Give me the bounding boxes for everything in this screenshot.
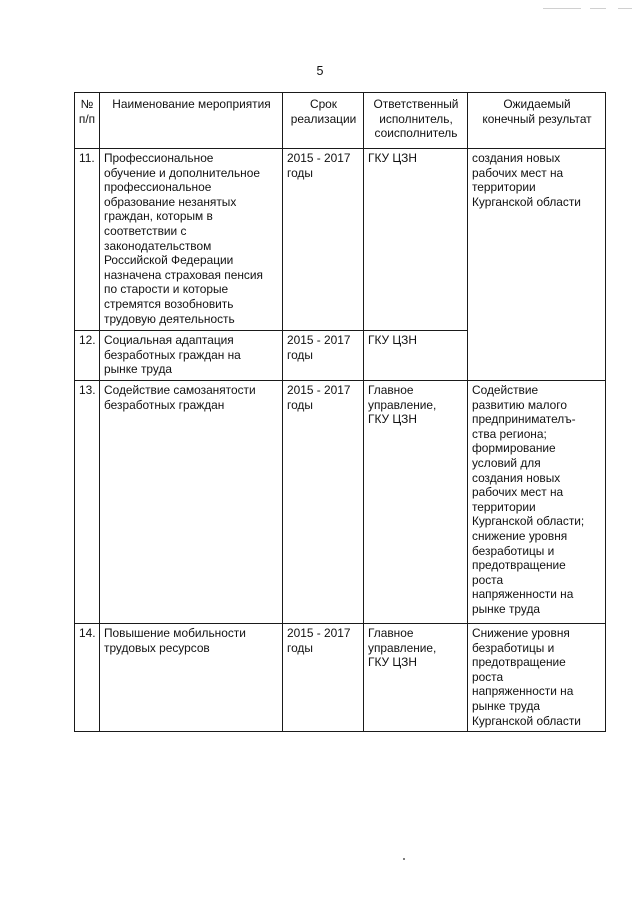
- row-result: Снижение уровня безработицы и предотвращение роста напряженности на рынке труда Курганской области: [468, 624, 606, 732]
- header-row: [75, 93, 606, 149]
- header-number: № п/п: [75, 93, 100, 149]
- header-result: Ожидаемый конечный результат: [468, 93, 606, 149]
- scan-speck: [403, 858, 405, 860]
- row-term: 2015 - 2017 годы: [283, 331, 364, 381]
- page-number: 5: [316, 64, 324, 78]
- header-executor: Ответственный исполнитель, соисполнитель: [364, 93, 468, 149]
- row-measure-name: Социальная адаптация безработных граждан на рынке труда: [100, 331, 283, 381]
- scan-mark: [618, 8, 632, 9]
- row-number: 11.: [75, 149, 100, 331]
- header-term: Срок реализации: [283, 93, 364, 149]
- row-number: 12.: [75, 331, 100, 381]
- row-result: Содействие развитию малого предпринимателъ- ства региона; формирование условий для создания новых рабочих мест на территории Курганской области; снижение уровня безработицы и предотвращение роста напряженности на рынке труда: [468, 381, 606, 624]
- row-measure-name: Повышение мобильности трудовых ресурсов: [100, 624, 283, 732]
- table-header: [75, 93, 606, 149]
- table-row: [75, 149, 606, 331]
- row-number: 13.: [75, 381, 100, 624]
- header-measure-name: Наименование мероприятия: [100, 93, 283, 149]
- measures-table: [74, 92, 606, 732]
- row-term: 2015 - 2017 годы: [283, 624, 364, 732]
- row-executor: ГКУ ЦЗН: [364, 331, 468, 381]
- table-row: [75, 381, 606, 624]
- row-executor: ГКУ ЦЗН: [364, 149, 468, 331]
- row-executor: Главное управление, ГКУ ЦЗН: [364, 381, 468, 624]
- scan-mark: [543, 8, 581, 9]
- table-row: [75, 624, 606, 732]
- row-executor: Главное управление, ГКУ ЦЗН: [364, 624, 468, 732]
- row-number: 14.: [75, 624, 100, 732]
- row-measure-name: Содействие самозанятости безработных граждан: [100, 381, 283, 624]
- table-body: [75, 149, 606, 732]
- row-result: создания новых рабочих мест на территории Курганской области: [468, 149, 606, 381]
- scan-mark: [590, 8, 606, 9]
- row-term: 2015 - 2017 годы: [283, 149, 364, 331]
- row-measure-name: Профессиональное обучение и дополнительное профессиональное образование незанятых граждан, которым в соответствии с законодательством Российской Федерации назначена страховая пенсия по старости и которые стремятся возобновить трудовую деятельность: [100, 149, 283, 331]
- row-term: 2015 - 2017 годы: [283, 381, 364, 624]
